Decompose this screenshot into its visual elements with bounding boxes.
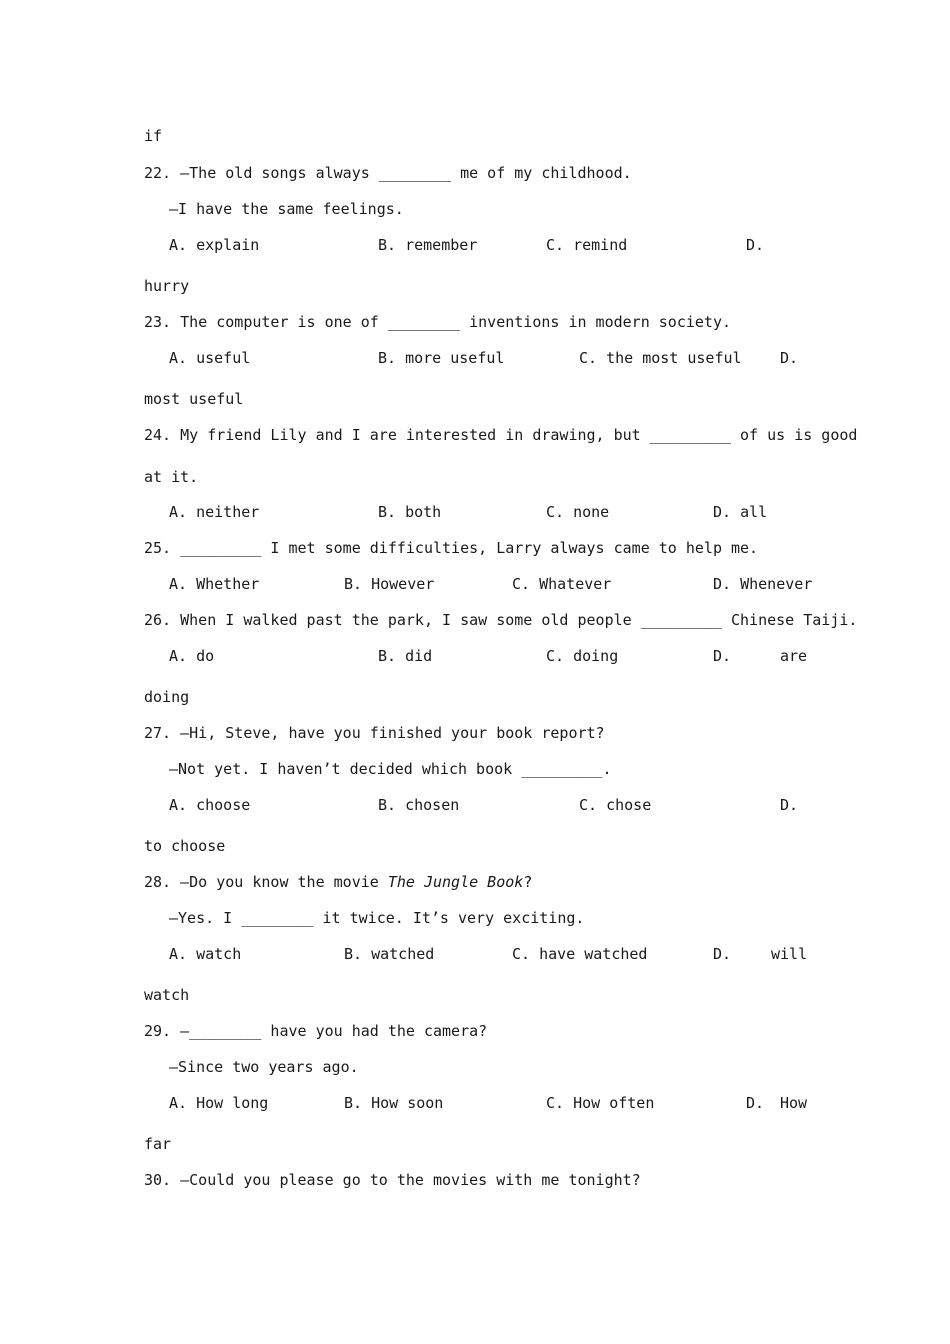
q28-option-d: D. bbox=[713, 945, 732, 963]
question-28-text: 28. —Do you know the movie bbox=[144, 873, 388, 891]
question-25-stem: 25. _________ I met some difficulties, Larry always came to help me. bbox=[144, 539, 759, 557]
question-28-reply: —Yes. I ________ it twice. It’s very exciting. bbox=[169, 909, 585, 927]
question-29-reply: —Since two years ago. bbox=[169, 1058, 359, 1076]
q23-option-c: C. the most useful bbox=[579, 349, 742, 367]
q25-option-d: D. Whenever bbox=[713, 575, 813, 593]
q24-option-c: C. none bbox=[546, 503, 610, 521]
q23-option-b: B. more useful bbox=[378, 349, 505, 367]
q28-option-d-word: will bbox=[771, 945, 808, 963]
q26-option-d-text: doing bbox=[144, 688, 190, 706]
q28-option-b: B. watched bbox=[344, 945, 435, 963]
question-27-stem: 27. —Hi, Steve, have you finished your book report? bbox=[144, 724, 605, 742]
question-30-stem: 30. —Could you please go to the movies with me tonight? bbox=[144, 1171, 641, 1189]
q22-option-b: B. remember bbox=[378, 236, 478, 254]
q25-option-a: A. Whether bbox=[169, 575, 260, 593]
q28-option-a: A. watch bbox=[169, 945, 242, 963]
q29-option-a: A. How long bbox=[169, 1094, 269, 1112]
q26-option-c: C. doing bbox=[546, 647, 619, 665]
question-22-stem: 22. —The old songs always ________ me of my childhood. bbox=[144, 164, 632, 182]
q24-option-d: D. all bbox=[713, 503, 768, 521]
q26-option-b: B. did bbox=[378, 647, 433, 665]
q25-option-b: B. However bbox=[344, 575, 435, 593]
q26-option-d: D. bbox=[713, 647, 732, 665]
question-22-reply: —I have the same feelings. bbox=[169, 200, 404, 218]
q24-option-b: B. both bbox=[378, 503, 442, 521]
q26-option-d-word: are bbox=[780, 647, 808, 665]
q22-option-c: C. remind bbox=[546, 236, 628, 254]
q23-option-d: D. bbox=[780, 349, 799, 367]
q26-option-a: A. do bbox=[169, 647, 215, 665]
q22-option-d-text: hurry bbox=[144, 277, 190, 295]
q27-option-a: A. choose bbox=[169, 796, 251, 814]
q22-option-a: A. explain bbox=[169, 236, 260, 254]
q29-option-b: B. How soon bbox=[344, 1094, 444, 1112]
q27-option-b: B. chosen bbox=[378, 796, 460, 814]
q29-option-d-text: far bbox=[144, 1135, 172, 1153]
q28-option-d-text: watch bbox=[144, 986, 190, 1004]
question-24-stem: 24. My friend Lily and I are interested in drawing, but _________ of us is good bbox=[144, 426, 858, 444]
question-mark: ? bbox=[523, 873, 533, 891]
question-26-stem: 26. When I walked past the park, I saw some old people _________ Chinese Taiji. bbox=[144, 611, 858, 629]
q29-option-d: D. bbox=[746, 1094, 765, 1112]
q27-option-d: D. bbox=[780, 796, 799, 814]
q29-option-d-word: How bbox=[780, 1094, 808, 1112]
q22-option-d: D. bbox=[746, 236, 765, 254]
text-line: if bbox=[144, 127, 163, 145]
question-29-stem: 29. —________ have you had the camera? bbox=[144, 1022, 488, 1040]
question-28-stem bbox=[144, 872, 532, 892]
q27-option-d-text: to choose bbox=[144, 837, 226, 855]
q23-option-a: A. useful bbox=[169, 349, 251, 367]
q24-option-a: A. neither bbox=[169, 503, 260, 521]
q28-option-c: C. have watched bbox=[512, 945, 648, 963]
q29-option-c: C. How often bbox=[546, 1094, 655, 1112]
q27-option-c: C. chose bbox=[579, 796, 652, 814]
question-23-stem: 23. The computer is one of ________ inventions in modern society. bbox=[144, 313, 731, 331]
question-27-reply: —Not yet. I haven’t decided which book _________. bbox=[169, 760, 612, 778]
movie-title: The Jungle Book bbox=[387, 873, 524, 891]
question-24-stem-cont: at it. bbox=[144, 468, 199, 486]
q23-option-d-text: most useful bbox=[144, 390, 244, 408]
q25-option-c: C. Whatever bbox=[512, 575, 612, 593]
